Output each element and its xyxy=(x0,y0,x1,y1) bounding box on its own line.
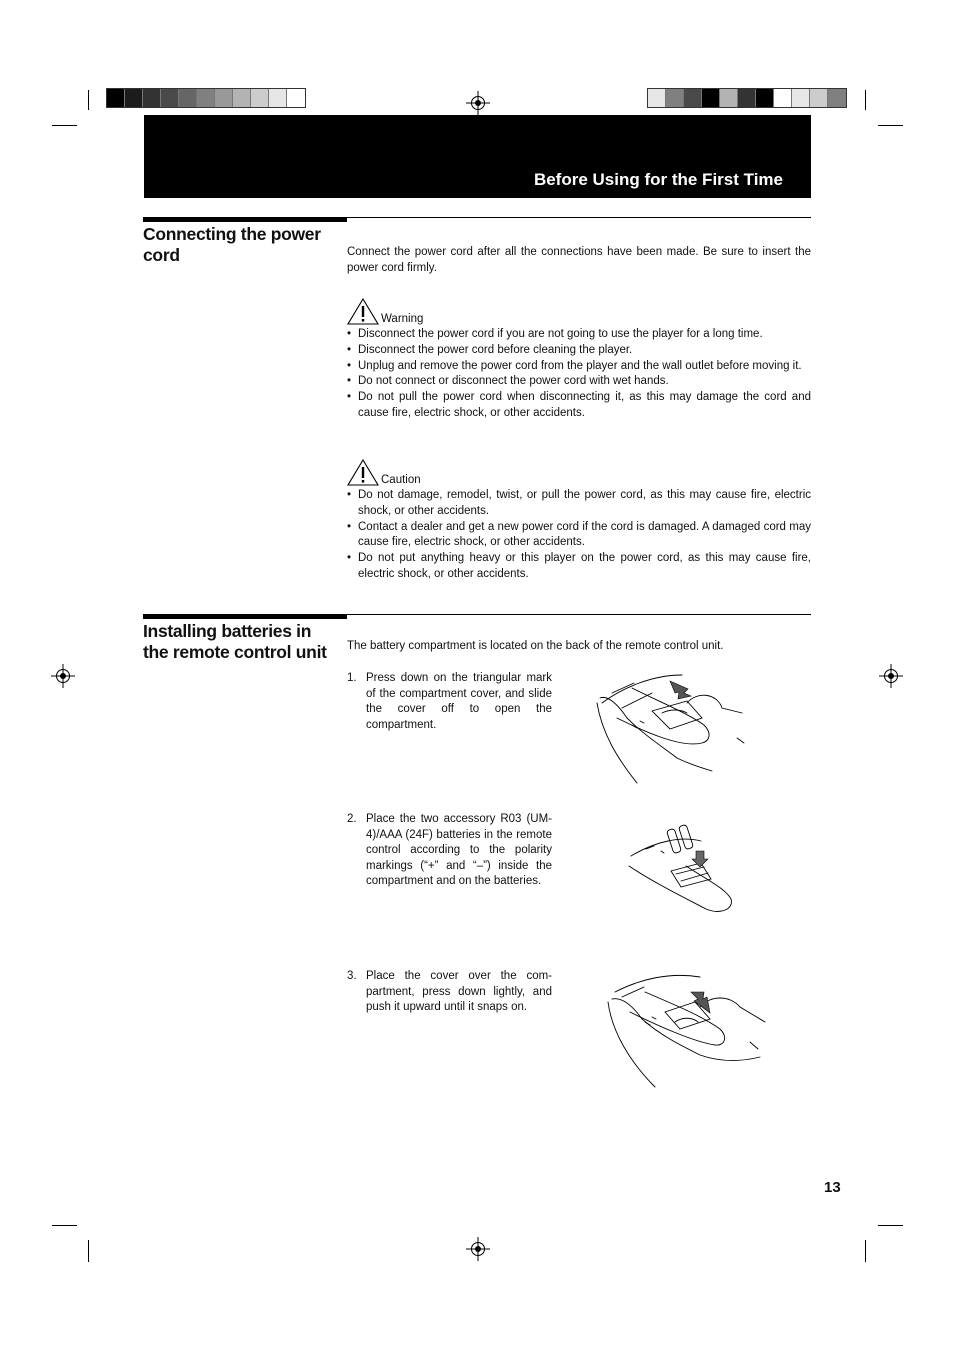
remote-open-cover-illustration xyxy=(592,663,748,793)
section-rule xyxy=(143,614,347,619)
step-number: 2. xyxy=(347,813,357,825)
color-swatch xyxy=(251,89,269,107)
color-swatch xyxy=(233,89,251,107)
color-swatch xyxy=(269,89,287,107)
crop-mark xyxy=(865,90,866,110)
step-text: Place the cover over the com-partment, press down lightly, and push it upward until it snaps on. xyxy=(366,970,552,1014)
remote-close-cover-illustration xyxy=(600,967,770,1092)
caution-triangle-icon xyxy=(347,459,379,486)
color-swatch xyxy=(720,89,738,107)
step-item xyxy=(347,812,552,890)
warning-list xyxy=(347,327,811,422)
section-heading-power-cord: Connecting the power cord xyxy=(143,224,321,265)
color-swatch xyxy=(125,89,143,107)
registration-mark-icon xyxy=(466,91,490,115)
warning-label-row xyxy=(347,298,423,325)
bullet-glyph: • xyxy=(347,489,352,501)
list-item: • Do not pull the power cord when disconnecting it, as this may damage the cord and cause fire, electric shock, or other accidents. xyxy=(347,391,811,419)
step-number: 1. xyxy=(347,672,357,684)
bullet-glyph: • xyxy=(347,375,352,388)
caution-list xyxy=(347,488,811,583)
caution-label: Caution xyxy=(381,474,421,486)
registration-mark-icon xyxy=(51,664,75,688)
list-item: • Unplug and remove the power cord from the player and the wall outlet before moving it. xyxy=(347,359,811,375)
color-bar-right xyxy=(647,88,847,108)
color-swatch xyxy=(792,89,810,107)
color-swatch xyxy=(810,89,828,107)
crop-mark xyxy=(88,1240,89,1262)
step-text: Press down on the triangular mark of the compartment cover, and slide the cover off to open the compartment. xyxy=(366,672,552,731)
list-item: • Do not damage, remodel, twist, or pull the power cord, as this may cause fire, electric shock, or other accidents. xyxy=(347,489,811,517)
color-swatch xyxy=(756,89,774,107)
crop-mark xyxy=(865,1240,866,1262)
step-number: 3. xyxy=(347,970,357,982)
color-swatch xyxy=(197,89,215,107)
color-swatch xyxy=(161,89,179,107)
color-swatch xyxy=(215,89,233,107)
color-swatch xyxy=(648,89,666,107)
section-heading-batteries: Installing batteries in the remote control unit xyxy=(143,621,327,662)
list-item: • Do not connect or disconnect the power cord with wet hands. xyxy=(347,374,811,390)
header-band xyxy=(144,115,811,198)
list-item: • Disconnect the power cord if you are not going to use the player for a long time. xyxy=(347,327,811,343)
color-swatch xyxy=(774,89,792,107)
color-swatch xyxy=(684,89,702,107)
section-rule xyxy=(347,217,811,218)
remote-insert-batteries-illustration xyxy=(626,811,736,916)
step-item xyxy=(347,671,552,733)
crop-mark xyxy=(88,90,89,110)
bullet-glyph: • xyxy=(347,552,352,565)
caution-label-row xyxy=(347,459,421,486)
crop-mark xyxy=(52,125,77,126)
color-swatch xyxy=(287,89,305,107)
bullet-glyph: • xyxy=(347,391,352,404)
bullet-glyph: • xyxy=(347,343,352,356)
color-swatch xyxy=(143,89,161,107)
bullet-glyph: • xyxy=(347,359,352,372)
registration-mark-icon xyxy=(879,664,903,688)
step-item xyxy=(347,969,552,1016)
section-rule xyxy=(143,217,347,222)
section-rule xyxy=(347,614,811,615)
color-bar-left xyxy=(106,88,306,108)
color-swatch xyxy=(179,89,197,107)
power-cord-intro: Connect the power cord after all the connections have been made. Be sure to insert the power cord firmly. xyxy=(347,246,811,274)
crop-mark xyxy=(878,125,903,126)
step-text: Place the two accessory R03 (UM-4)/AAA (24F) batteries in the remote control according to the polarity markings (“+” and “–”) inside the compartment and on the batteries. xyxy=(366,813,552,888)
warning-triangle-icon xyxy=(347,298,379,325)
list-item: • Contact a dealer and get a new power cord if the cord is damaged. A damaged cord may cause fire, electric shock, or other accidents. xyxy=(347,520,811,549)
registration-mark-icon xyxy=(466,1237,490,1261)
color-swatch xyxy=(107,89,125,107)
page-header-title: Before Using for the First Time xyxy=(533,170,783,189)
batteries-intro: The battery compartment is located on the back of the remote control unit. xyxy=(347,640,724,652)
page-number: 13 xyxy=(824,1179,841,1196)
color-swatch xyxy=(738,89,756,107)
crop-mark xyxy=(52,1225,77,1226)
list-item: • Do not put anything heavy or this player on the power cord, as this may cause fire, electric shock, or other accidents. xyxy=(347,552,811,580)
color-swatch xyxy=(666,89,684,107)
bullet-glyph: • xyxy=(347,328,352,340)
crop-mark xyxy=(878,1225,903,1226)
warning-label: Warning xyxy=(381,313,424,325)
color-swatch xyxy=(828,89,846,107)
bullet-glyph: • xyxy=(347,520,352,533)
list-item: • Disconnect the power cord before cleaning the player. xyxy=(347,343,811,359)
color-swatch xyxy=(702,89,720,107)
